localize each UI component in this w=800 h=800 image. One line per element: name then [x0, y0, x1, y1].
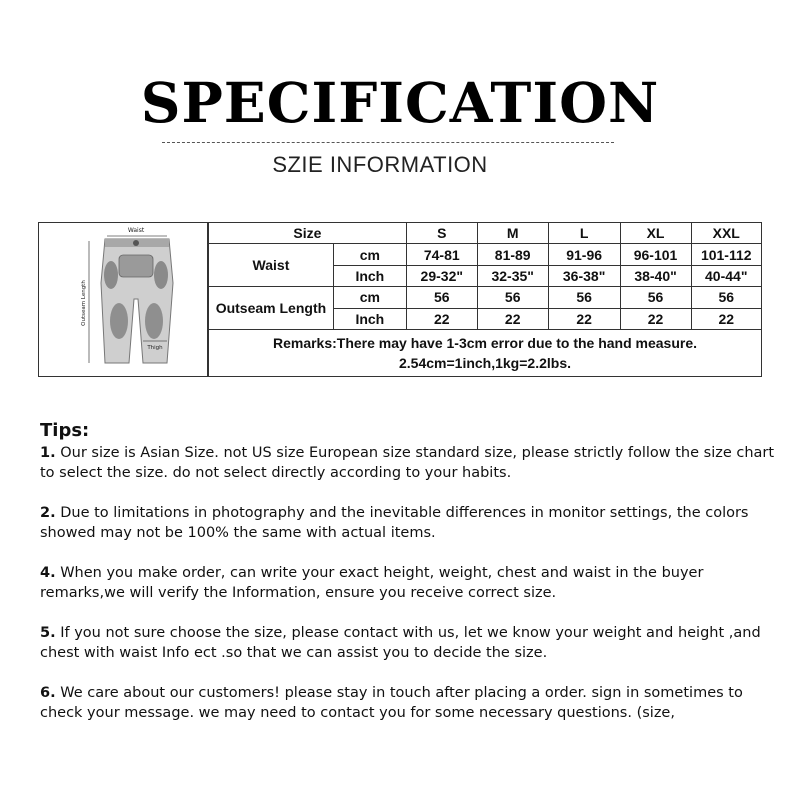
tip-number: 1. [40, 445, 56, 461]
padded-shorts-illustration [39, 223, 207, 376]
waist-label-cell: Waist [209, 244, 334, 287]
right-hip-pad [154, 261, 168, 289]
value-cell: 56 [548, 287, 620, 308]
size-s: S [406, 223, 477, 244]
value-cell: 29-32" [406, 265, 477, 286]
unit-cell: cm [333, 244, 406, 265]
value-cell: 81-89 [477, 244, 548, 265]
value-cell: 22 [477, 308, 548, 329]
value-cell: 40-44" [691, 265, 761, 286]
value-cell: 56 [406, 287, 477, 308]
table-row [209, 244, 762, 265]
shorts-figure [39, 223, 208, 376]
tip-number: 6. [40, 685, 56, 701]
tip-text: When you make order, can write your exact height, weight, chest and waist in the buyer remarks,we will verify the Information, ensure you receive correct size. [40, 565, 704, 601]
page-subtitle: SZIE INFORMATION [272, 152, 488, 177]
tip-text: We care about our customers! please stay in touch after placing a order. sign in sometimes to check your message. we may need to contact you for some necessary questions. (size, [40, 685, 743, 721]
value-cell: 56 [691, 287, 761, 308]
tip-item [40, 683, 780, 723]
tip-item [40, 623, 780, 663]
size-header: Size [209, 223, 407, 244]
tip-item [40, 563, 780, 603]
table-row [209, 287, 762, 308]
thigh-label: Thigh [147, 345, 163, 351]
waist-button [133, 240, 139, 246]
size-l: L [548, 223, 620, 244]
value-cell: 22 [406, 308, 477, 329]
left-hip-pad [104, 261, 118, 289]
remarks-row [209, 330, 762, 376]
hip-pad [119, 255, 153, 277]
waist-label: Waist [127, 227, 145, 234]
unit-cell: cm [333, 287, 406, 308]
tips-title: Tips: [40, 420, 90, 441]
value-cell: 91-96 [548, 244, 620, 265]
size-xl: XL [620, 223, 691, 244]
value-cell: 22 [691, 308, 761, 329]
dashed-divider [162, 142, 614, 143]
value-cell: 101-112 [691, 244, 761, 265]
tip-item [40, 503, 780, 543]
unit-cell: Inch [333, 308, 406, 329]
outseam-label-cell: Outseam Length [209, 287, 334, 330]
length-label: Outseam Length [81, 280, 87, 326]
tips-list [40, 443, 780, 743]
value-cell: 74-81 [406, 244, 477, 265]
tip-number: 2. [40, 505, 56, 521]
page-title: SPECIFICATION [140, 70, 660, 135]
tip-item [40, 443, 780, 483]
value-cell: 56 [477, 287, 548, 308]
value-cell: 22 [548, 308, 620, 329]
tip-text: Due to limitations in photography and the inevitable differences in monitor settings, the colors showed may not be 100% the same with actual items. [40, 505, 749, 541]
value-cell: 32-35" [477, 265, 548, 286]
value-cell: 38-40" [620, 265, 691, 286]
tip-number: 5. [40, 625, 56, 641]
right-thigh-pad [145, 303, 163, 339]
tip-number: 4. [40, 565, 56, 581]
unit-cell: Inch [333, 265, 406, 286]
table-header-row [209, 223, 762, 244]
tip-text: Our size is Asian Size. not US size European size standard size, please strictly follow the size chart to select the size. do not select directly according to your habits. [40, 445, 775, 481]
size-table [208, 223, 761, 376]
size-m: M [477, 223, 548, 244]
conversion-line: 2.54cm=1inch,1kg=2.2lbs. [399, 355, 571, 372]
remarks-cell [209, 330, 762, 376]
value-cell: 56 [620, 287, 691, 308]
tip-text: If you not sure choose the size, please contact with us, let we know your weight and height ,and chest with waist Info ect .so that we can assist you to decide the size. [40, 625, 761, 661]
spec-box [38, 222, 762, 377]
remarks-line: Remarks:There may have 1-3cm error due to the hand measure. [272, 335, 698, 352]
left-thigh-pad [110, 303, 128, 339]
value-cell: 22 [620, 308, 691, 329]
value-cell: 96-101 [620, 244, 691, 265]
size-xxl: XXL [691, 223, 761, 244]
value-cell: 36-38" [548, 265, 620, 286]
